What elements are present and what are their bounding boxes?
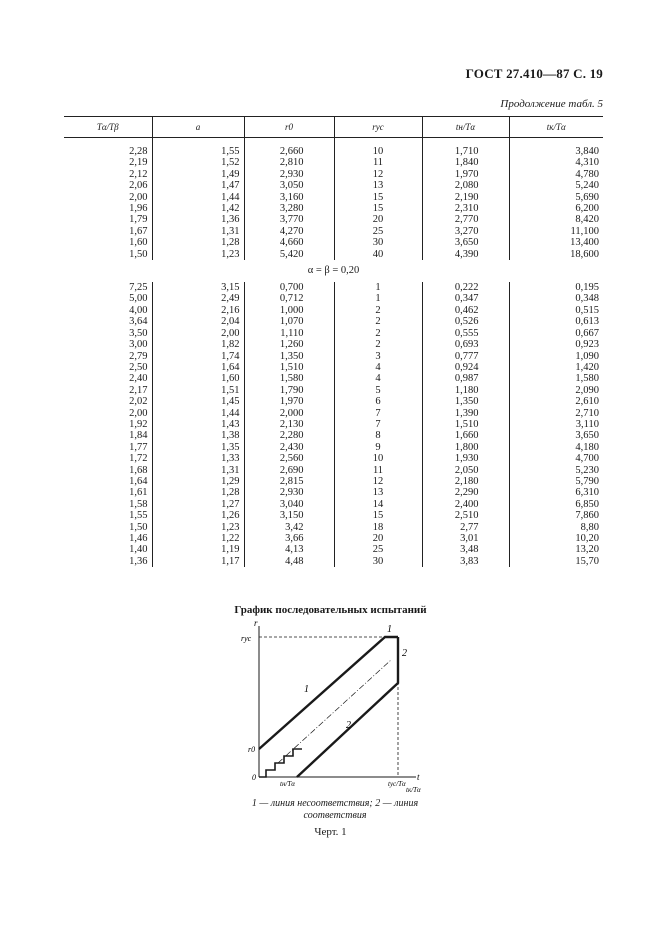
table-cell: 0,924 bbox=[422, 362, 509, 373]
x-tick-tus: tус/Tα bbox=[388, 780, 406, 788]
table-cell: 1,50 bbox=[129, 521, 148, 533]
table-cell: 1,23 bbox=[152, 249, 244, 260]
test-step-path bbox=[259, 749, 302, 777]
table-cell: 13 bbox=[334, 487, 422, 498]
line1-label: 1 bbox=[304, 684, 309, 695]
table-cell: 10,20 bbox=[509, 533, 603, 544]
table-cell: 1,55 bbox=[152, 146, 244, 157]
table-cell: 1,96 bbox=[129, 203, 148, 215]
y-axis-label: r bbox=[254, 620, 258, 628]
table-row bbox=[64, 214, 603, 225]
table-cell: 1,19 bbox=[152, 544, 244, 555]
table-cell: 3,64 bbox=[129, 316, 148, 328]
table-cell: 1,22 bbox=[152, 533, 244, 544]
table-cell: 1,33 bbox=[152, 453, 244, 464]
col-header-tn: tн/Tα bbox=[422, 117, 509, 138]
table-cell: 8,420 bbox=[509, 214, 603, 225]
table-cell: 7 bbox=[334, 419, 422, 430]
table-cell: 2,510 bbox=[422, 510, 509, 521]
table-row bbox=[64, 419, 603, 430]
table-cell: 1,17 bbox=[152, 556, 244, 567]
table-cell: 1,64 bbox=[152, 362, 244, 373]
table-row bbox=[64, 282, 603, 293]
table-cell: 3,650 bbox=[422, 237, 509, 248]
table-cell: 40 bbox=[334, 249, 422, 260]
table-cell: 1 bbox=[334, 293, 422, 304]
table-row bbox=[64, 522, 603, 533]
col-header-ratio: Tα/Tβ bbox=[64, 117, 152, 138]
table-cell: 4,660 bbox=[244, 237, 334, 248]
table-cell: 1,60 bbox=[152, 373, 244, 384]
y-tick-r0: r0 bbox=[248, 745, 256, 754]
table-cell: 4,48 bbox=[244, 556, 334, 567]
table-cell: 1,36 bbox=[152, 214, 244, 225]
table-cell: 1,46 bbox=[129, 533, 148, 544]
table-body bbox=[64, 138, 603, 568]
table-row bbox=[64, 169, 603, 180]
table-cell: 2,180 bbox=[422, 476, 509, 487]
spacer-cell bbox=[422, 138, 509, 147]
table-cell: 1,49 bbox=[152, 169, 244, 180]
table-cell: 30 bbox=[334, 556, 422, 567]
table-cell: 3,110 bbox=[509, 419, 603, 430]
table-cell: 1,350 bbox=[244, 351, 334, 362]
table-cell: 1,58 bbox=[129, 498, 148, 510]
table-cell: 1,27 bbox=[152, 499, 244, 510]
table-cell: 0,515 bbox=[509, 305, 603, 316]
table-cell: 25 bbox=[334, 544, 422, 555]
table-cell: 5,690 bbox=[509, 192, 603, 203]
table-cell: 2,815 bbox=[244, 476, 334, 487]
table-cell: 2,690 bbox=[244, 465, 334, 476]
table-cell: 2,02 bbox=[129, 396, 148, 408]
table-cell: 1,180 bbox=[422, 385, 509, 396]
table-cell: 1,50 bbox=[129, 248, 148, 260]
table-cell: 4,180 bbox=[509, 442, 603, 453]
chart-legend: 1 — линия несоответствия; 2 — линия соответствия bbox=[251, 798, 419, 821]
table-cell: 1,72 bbox=[129, 453, 148, 465]
table-row bbox=[64, 499, 603, 510]
table-cell: 30 bbox=[334, 237, 422, 248]
col-header-r0: r0 bbox=[244, 117, 334, 138]
table-cell: 1,510 bbox=[244, 362, 334, 373]
table-cell: 0,348 bbox=[509, 293, 603, 304]
table-cell: 15 bbox=[334, 510, 422, 521]
table-row bbox=[64, 556, 603, 567]
table-cell: 1,710 bbox=[422, 146, 509, 157]
table-cell: 2,280 bbox=[244, 430, 334, 441]
table-cell: 1,36 bbox=[129, 555, 148, 567]
table-cell: 3,01 bbox=[422, 533, 509, 544]
table-cell: 2,79 bbox=[129, 350, 148, 362]
table-cell: 3,150 bbox=[244, 510, 334, 521]
table-cell: 11,100 bbox=[509, 226, 603, 237]
table-cell: 0,462 bbox=[422, 305, 509, 316]
table-cell: 2,810 bbox=[244, 157, 334, 168]
line-nonconformance bbox=[259, 637, 398, 749]
table-cell: 1,74 bbox=[152, 351, 244, 362]
table-row bbox=[64, 192, 603, 203]
table-cell: 2,17 bbox=[129, 384, 148, 396]
table-row bbox=[64, 180, 603, 191]
table-cell: 3,48 bbox=[422, 544, 509, 555]
table-cell: 2,06 bbox=[129, 180, 148, 192]
table-cell: 1,840 bbox=[422, 157, 509, 168]
table-row bbox=[64, 293, 603, 304]
table-row bbox=[64, 351, 603, 362]
spacer-cell bbox=[152, 138, 244, 147]
table-cell: 1,660 bbox=[422, 430, 509, 441]
document-header: ГОСТ 27.410—87 С. 19 bbox=[465, 66, 603, 81]
table-cell: 3,50 bbox=[129, 327, 148, 339]
table-cell: 2,49 bbox=[152, 293, 244, 304]
table-cell: 1,77 bbox=[129, 441, 148, 453]
table-cell: 2,000 bbox=[244, 408, 334, 419]
table-cell: 1,350 bbox=[422, 396, 509, 407]
table-cell: 7,860 bbox=[509, 510, 603, 521]
table-cell: 0,222 bbox=[422, 282, 509, 293]
table-cell: 0,613 bbox=[509, 316, 603, 327]
table-cell: 10 bbox=[334, 146, 422, 157]
table-cell: 1,510 bbox=[422, 419, 509, 430]
table-cell: 2,190 bbox=[422, 192, 509, 203]
spacer-cell bbox=[64, 138, 152, 147]
table-cell: 5,240 bbox=[509, 180, 603, 191]
table-cell: 4 bbox=[334, 373, 422, 384]
table-cell: 6,200 bbox=[509, 203, 603, 214]
table-cell: 11 bbox=[334, 465, 422, 476]
table-cell: 1,35 bbox=[152, 442, 244, 453]
line-conformance bbox=[297, 637, 398, 777]
table-cell: 1,800 bbox=[422, 442, 509, 453]
table-cell: 1,790 bbox=[244, 385, 334, 396]
table-cell: 0,347 bbox=[422, 293, 509, 304]
table-row bbox=[64, 453, 603, 464]
table-cell: 3,840 bbox=[509, 146, 603, 157]
table-cell: 2,40 bbox=[129, 373, 148, 385]
spacer-cell bbox=[244, 138, 334, 147]
mid-line bbox=[278, 660, 391, 763]
table-cell: 0,693 bbox=[422, 339, 509, 350]
table-cell: 6,850 bbox=[509, 499, 603, 510]
table-cell: 5,790 bbox=[509, 476, 603, 487]
table-cell: 1,79 bbox=[129, 214, 148, 226]
table-row bbox=[64, 328, 603, 339]
table-row bbox=[64, 339, 603, 350]
table-cell: 2,50 bbox=[129, 361, 148, 373]
table-cell: 1,40 bbox=[129, 544, 148, 556]
table-cell: 3,66 bbox=[244, 533, 334, 544]
table-row bbox=[64, 430, 603, 441]
figure-caption: Черт. 1 bbox=[314, 826, 347, 838]
table-row bbox=[64, 316, 603, 327]
table-cell: 1,260 bbox=[244, 339, 334, 350]
table-cell: 6,310 bbox=[509, 487, 603, 498]
table-cell: 3,83 bbox=[422, 556, 509, 567]
table-cell: 2,16 bbox=[152, 305, 244, 316]
table-cell: 18 bbox=[334, 522, 422, 533]
table-cell: 2,660 bbox=[244, 146, 334, 157]
table-cell: 2,12 bbox=[129, 168, 148, 180]
line2-label-right: 2 bbox=[402, 648, 407, 659]
x-tick-tk: tк/Tα bbox=[406, 786, 421, 792]
col-header-rus: rус bbox=[334, 117, 422, 138]
data-table bbox=[64, 116, 603, 567]
table-cell: 8 bbox=[334, 430, 422, 441]
table-cell: 1,43 bbox=[152, 419, 244, 430]
table-cell: 7 bbox=[334, 408, 422, 419]
table-cell: 1,420 bbox=[509, 362, 603, 373]
table-cell: 11 bbox=[334, 157, 422, 168]
table-cell: 1,580 bbox=[244, 373, 334, 384]
line1-label-top: 1 bbox=[387, 624, 392, 635]
table-cell: 7,25 bbox=[129, 282, 148, 294]
table-cell: 13,20 bbox=[509, 544, 603, 555]
table-cell: 4,270 bbox=[244, 226, 334, 237]
table-row bbox=[64, 487, 603, 498]
spacer-cell bbox=[509, 138, 603, 147]
table-cell: 0,923 bbox=[509, 339, 603, 350]
table-cell: 1,930 bbox=[422, 453, 509, 464]
table-cell: 1,92 bbox=[129, 418, 148, 430]
section-label: α = β = 0,20 bbox=[307, 265, 360, 277]
origin-label: 0 bbox=[252, 773, 256, 782]
line2-label: 2 bbox=[346, 720, 351, 731]
table-cell: 4,390 bbox=[422, 249, 509, 260]
table-cell: 2,130 bbox=[244, 419, 334, 430]
table-cell: 3,00 bbox=[129, 339, 148, 351]
table-cell: 2 bbox=[334, 328, 422, 339]
table-cell: 1,31 bbox=[152, 226, 244, 237]
table-cell: 2,400 bbox=[422, 499, 509, 510]
table-cell: 2,00 bbox=[129, 191, 148, 203]
table-row bbox=[64, 533, 603, 544]
table-row bbox=[64, 157, 603, 168]
table-cell: 0,555 bbox=[422, 328, 509, 339]
table-cell: 1,070 bbox=[244, 316, 334, 327]
table-cell: 1,580 bbox=[509, 373, 603, 384]
table-cell: 1,390 bbox=[422, 408, 509, 419]
table-cell: 2,00 bbox=[129, 407, 148, 419]
y-tick-rus: rус bbox=[241, 634, 252, 643]
col-header-tk: tк/Tα bbox=[509, 117, 603, 138]
table-cell: 2,090 bbox=[509, 385, 603, 396]
table-cell: 2,310 bbox=[422, 203, 509, 214]
table-cell: 13,400 bbox=[509, 237, 603, 248]
table-cell: 2,930 bbox=[244, 487, 334, 498]
table-cell: 5,420 bbox=[244, 249, 334, 260]
table-cell: 1,970 bbox=[244, 396, 334, 407]
table-cell: 4,13 bbox=[244, 544, 334, 555]
table-cell: 1,60 bbox=[129, 237, 148, 249]
table-cell: 20 bbox=[334, 533, 422, 544]
table-header-row bbox=[64, 117, 603, 138]
table-cell: 1,45 bbox=[152, 396, 244, 407]
table-cell: 3,160 bbox=[244, 192, 334, 203]
table-continuation-label: Продолжение табл. 5 bbox=[500, 98, 603, 110]
table-cell: 5,230 bbox=[509, 465, 603, 476]
table-row bbox=[64, 396, 603, 407]
table-cell: 1,47 bbox=[152, 180, 244, 191]
table-cell: 4,310 bbox=[509, 157, 603, 168]
table-cell: 1,000 bbox=[244, 305, 334, 316]
table-cell: 2,00 bbox=[152, 328, 244, 339]
table-cell: 1,82 bbox=[152, 339, 244, 350]
table-cell: 13 bbox=[334, 180, 422, 191]
table-cell: 3,770 bbox=[244, 214, 334, 225]
table-cell: 2,430 bbox=[244, 442, 334, 453]
table-cell: 0,777 bbox=[422, 351, 509, 362]
chart-title: График последовательных испытаний bbox=[234, 604, 427, 616]
table-cell: 2,28 bbox=[129, 146, 148, 157]
table-cell: 3,42 bbox=[244, 522, 334, 533]
table-cell: 0,712 bbox=[244, 293, 334, 304]
table-cell: 2,560 bbox=[244, 453, 334, 464]
table-cell: 2,080 bbox=[422, 180, 509, 191]
table-cell: 3,280 bbox=[244, 203, 334, 214]
table-cell: 0,526 bbox=[422, 316, 509, 327]
x-tick-tn: tн/Tα bbox=[280, 780, 295, 788]
sequential-test-chart bbox=[240, 620, 430, 792]
table-cell: 10 bbox=[334, 453, 422, 464]
table-cell: 2,610 bbox=[509, 396, 603, 407]
table-cell: 1,29 bbox=[152, 476, 244, 487]
table-cell: 3,270 bbox=[422, 226, 509, 237]
section-row bbox=[64, 260, 603, 282]
table-cell: 4,780 bbox=[509, 169, 603, 180]
table-cell: 2,290 bbox=[422, 487, 509, 498]
table-cell: 3,050 bbox=[244, 180, 334, 191]
table-row bbox=[64, 237, 603, 248]
table-cell: 2,930 bbox=[244, 169, 334, 180]
table-cell: 1,44 bbox=[152, 192, 244, 203]
table-cell: 12 bbox=[334, 476, 422, 487]
table-row bbox=[64, 442, 603, 453]
table-cell: 3,650 bbox=[509, 430, 603, 441]
table-row bbox=[64, 305, 603, 316]
spacer-row bbox=[64, 138, 603, 147]
table-row bbox=[64, 510, 603, 521]
table-row bbox=[64, 544, 603, 555]
table-cell: 0,700 bbox=[244, 282, 334, 293]
table-cell: 5,00 bbox=[129, 293, 148, 305]
table-cell: 3,15 bbox=[152, 282, 244, 293]
table-cell: 1,61 bbox=[129, 487, 148, 499]
table-row bbox=[64, 362, 603, 373]
table-cell: 1,68 bbox=[129, 464, 148, 476]
col-header-a: a bbox=[152, 117, 244, 138]
table-cell: 20 bbox=[334, 214, 422, 225]
table-cell: 1,42 bbox=[152, 203, 244, 214]
table-cell: 1,26 bbox=[152, 510, 244, 521]
table-cell: 15 bbox=[334, 192, 422, 203]
table-cell: 0,667 bbox=[509, 328, 603, 339]
table-cell: 1,51 bbox=[152, 385, 244, 396]
table-cell: 2 bbox=[334, 305, 422, 316]
table-cell: 0,195 bbox=[509, 282, 603, 293]
table-cell: 1,28 bbox=[152, 487, 244, 498]
table-cell: 6 bbox=[334, 396, 422, 407]
x-axis-label: t bbox=[417, 772, 420, 782]
table-cell: 3 bbox=[334, 351, 422, 362]
table-cell: 14 bbox=[334, 499, 422, 510]
table-row bbox=[64, 408, 603, 419]
table-row bbox=[64, 249, 603, 260]
table-cell: 2,04 bbox=[152, 316, 244, 327]
table-cell: 1,44 bbox=[152, 408, 244, 419]
table-cell: 2,710 bbox=[509, 408, 603, 419]
table-cell: 5 bbox=[334, 385, 422, 396]
table-cell: 18,600 bbox=[509, 249, 603, 260]
spacer-cell bbox=[334, 138, 422, 147]
table-cell: 15 bbox=[334, 203, 422, 214]
table-cell: 1,090 bbox=[509, 351, 603, 362]
table-cell: 8,80 bbox=[509, 522, 603, 533]
table-cell: 12 bbox=[334, 169, 422, 180]
table-cell: 3,040 bbox=[244, 499, 334, 510]
table-row bbox=[64, 146, 603, 157]
table-cell: 1,52 bbox=[152, 157, 244, 168]
table-row bbox=[64, 476, 603, 487]
table-cell: 4,00 bbox=[129, 304, 148, 316]
table-cell: 1,67 bbox=[129, 225, 148, 237]
table-cell: 1,55 bbox=[129, 510, 148, 522]
table-cell: 1,110 bbox=[244, 328, 334, 339]
table-cell: 1,64 bbox=[129, 475, 148, 487]
table-cell: 1,84 bbox=[129, 430, 148, 442]
table-cell: 2 bbox=[334, 316, 422, 327]
table-row bbox=[64, 226, 603, 237]
table-row bbox=[64, 465, 603, 476]
table-cell: 2 bbox=[334, 339, 422, 350]
table-cell: 1,38 bbox=[152, 430, 244, 441]
table-cell: 0,987 bbox=[422, 373, 509, 384]
table-cell: 4,700 bbox=[509, 453, 603, 464]
table-cell: 9 bbox=[334, 442, 422, 453]
table-cell: 4 bbox=[334, 362, 422, 373]
table-cell: 1 bbox=[334, 282, 422, 293]
table-cell: 2,770 bbox=[422, 214, 509, 225]
table-row bbox=[64, 373, 603, 384]
table-cell: 1,970 bbox=[422, 169, 509, 180]
table-cell: 2,19 bbox=[129, 157, 148, 169]
table-cell: 1,31 bbox=[152, 465, 244, 476]
table-row bbox=[64, 203, 603, 214]
table-row bbox=[64, 385, 603, 396]
table-cell: 15,70 bbox=[509, 556, 603, 567]
table-cell: 1,23 bbox=[152, 522, 244, 533]
table-cell: 2,77 bbox=[422, 522, 509, 533]
table-cell: 1,28 bbox=[152, 237, 244, 248]
table-cell: 2,050 bbox=[422, 465, 509, 476]
table-cell: 25 bbox=[334, 226, 422, 237]
